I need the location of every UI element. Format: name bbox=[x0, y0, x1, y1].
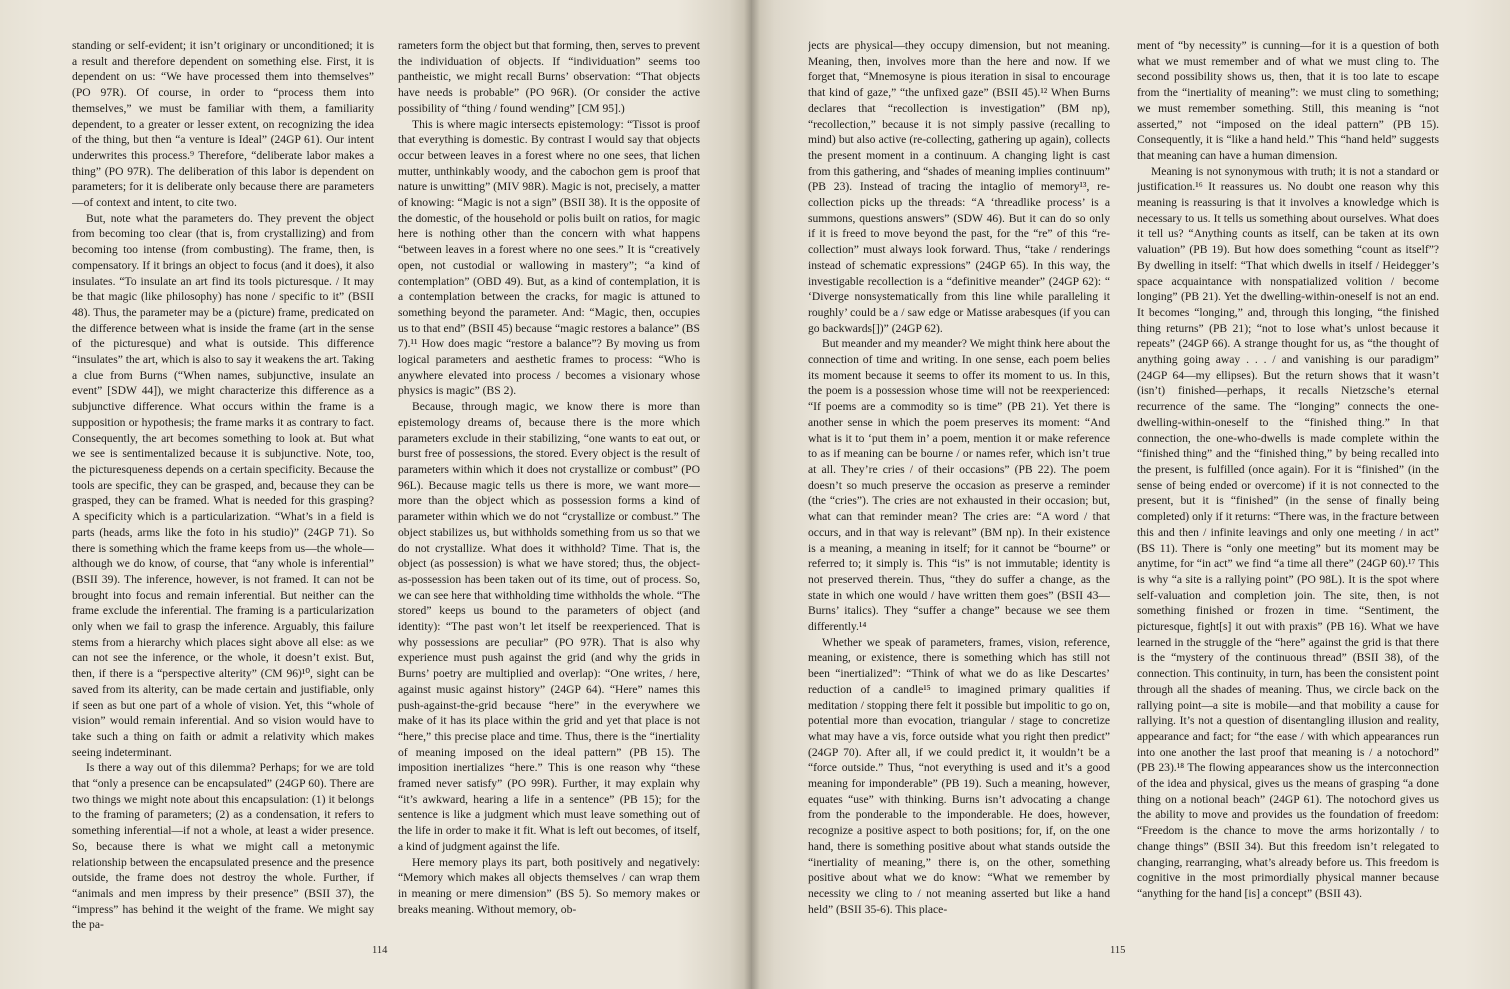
paragraph: Because, through magic, we know there is more than epistemology dreams of, because there is the more which parameters exclude in their stabilizing, “one wants to eat out, or burst free of possessions, the stored. Every object is the result of parameters within which it does not crystallize or combust” (PO 96L). Because magic tells us there is more, we want more—more than the object which as possession forms a kind of parameter within which we do not “crystallize or combust.” The object stabilizes us, but withholds something from us so that we do not crystallize. What does it withhold? Time. That is, the object (as possession) is what we have stored; thus, the object-as-possession has been taken out of its time, out of process. So, we can see here that withholding time withholds the whole. “The stored” keeps us bound to the parameters of object (and identity): “The past won’t let itself be reexperienced. That is why possessions are peculiar” (PO 97R). That is also why experience must push against the grid (and why the grids in Burns’ poetry are multiplied and overlap): “One writes, / here, against music against history” (24GP 64). “Here” names this push-against-the-grid because “here” in the everywhere we make of it has its place within the grid and yet that place is not “here,” this precise place and time. Thus, there is the “inertiality of meaning imposed on the ideal pattern” (PB 15). The imposition inertializes “here.” This is one reason why “these framed never satisfy” (PO 99R). Further, it may explain why “it’s awkward, hearing a life in a sentence” (PB 15); for the sentence is like a judgment which must leave something out of the life in order to make it fit. What is left out becomes, of itself, a kind of judgment against the life. bbox=[398, 400, 700, 853]
paragraph: But meander and my meander? We might think here about the connection of time and writing. In one sense, each poem belies its moment because it seems to offer its moment to us. In this, the poem is a possession whose time will not be reexperienced: “If poems are a commodity so is time” (PB 21). Yet there is another sense in which the poem preserves its moment: “And what is it to ‘put them in’ a poem, mention it or make reference to as if meaning can be bourne / or names refer, which isn’t true at all. They’re cries / of their occasions” (PB 22). The poem doesn’t so much preserve the occasion as preserve a reminder (the “cries”). The cries are not exhausted in their occasion; but, what can that reminder mean? The cries are: “A word / that occurs, and in that way is relevant” (BM np). In their existence is a meaning, a meaning in itself; for it cannot be “bourne” or referred to; it simply is. This “is” is not immutable; identity is not preserved therein. Thus, “they do suffer a change, as the state in which one would / have written them goes” (BSII 43—Burns’ italics). They “suffer a change” because we see them differently.¹⁴ bbox=[808, 337, 1110, 634]
paragraph: Whether we speak of parameters, frames, vision, reference, meaning, or existence, there is something which has still not been “inertialized”: “Think of what we do as like Descartes’ reduction of a candle¹⁵ to imagined primary qualities if meditation / stopping there felt it possible but impolitic to go on, potential more than evocation, triangular / stage to concretize what may have a vis, force outside what you right then predict” (24GP 70). After all, if we could predict it, it wouldn’t be a “force outside.” Thus, “not everything is used and it’s a good meaning for imponderable” (PB 19). Such a meaning, however, equates “use” with thinking. Burns isn’t advocating a change from the ponderable to the imponderable. He does, however, recognize a positive aspect to both positions; for, if, on the one hand, there is something positive about what stands outside the “inertiality of meaning,” there is, on the other, something positive about what we do know: “What we remember by necessity we cling to / not meaning asserted but like a hand held” (BSII 35-6). This place- bbox=[808, 635, 1110, 916]
text-column-1 bbox=[72, 38, 374, 938]
paragraph: standing or self-evident; it isn’t originary or unconditioned; it is a result and therefore dependent on something else. First, it is dependent on us: “We have processed them into themselves” (PO 97R). Of course, in order to “process them into themselves,” we must be familiar with them, a familiarity dependent, to a greater or lesser extent, on recognizing the idea of the thing, but then “a venture is Ideal” (24GP 61). Our intent underwrites this process.⁹ Therefore, “deliberate labor makes a thing” (PO 97R). The deliberation of this labor is dependent on parameters; for it is deliberate only because there are parameters—of context and intent, to cite two. bbox=[72, 39, 374, 210]
text-column-2 bbox=[398, 38, 700, 938]
paragraph: jects are physical—they occupy dimension, but not meaning. Meaning, then, involves more than the here and now. If we forget that, “Mnemosyne is pious iteration in sisal to encourage that kind of gaze,” “the unfixed gaze” (BSII 45).¹² When Burns declares that “recollection is investigation” (BM np), “recollection,” because it is not simply passive (recalling to mind) but also active (re-collecting, gathering up again), collects the present moment in a continuum. A changing light is cast from this gathering, and “shades of meaning implies continuum” (PB 23). Instead of tracing the intaglio of memory¹³, re-collection picks up the threads: “A ‘threadlike process’ is a summons, questions answers” (SDW 46). But it can do so only if it is freed to move beyond the past, for the “re” of this “re-collection” must always look forward. Thus, “take / renderings instead of schematic expressions” (24GP 65). In this way, the investigable recollection is a “definitive meander” (24GP 62): “ ‘Diverge nonsystematically from this line while paralleling it roughly’ could be a / saw edge or Matisse arabesques (if you can go backwards[])” (24GP 62). bbox=[808, 39, 1110, 335]
paragraph: Here memory plays its part, both positively and negatively: “Memory which makes all objects themselves / can wrap them in meaning or mere dimension” (BS 5). So memory makes or breaks meaning. Without memory, ob- bbox=[398, 855, 700, 916]
paragraph: rameters form the object but that forming, then, serves to prevent the individuation of objects. If “individuation” seems too pantheistic, we might recall Burns’ observation: “That objects have needs is probable” (PO 96R). (Or consider the active possibility of “thing / found wending” [CM 95].) bbox=[398, 39, 700, 115]
paragraph: Is there a way out of this dilemma? Perhaps; for we are told that “only a presence can be encapsulated” (24GP 60). There are two things we might note about this encapsulation: (1) it belongs to the framing of parameters; (2) as a condensation, it refers to something inferential—if not a whole, at least a wider presence. So, because there is what we might call a metonymic relationship between the encapsulated presence and the presence outside, the frame does not destroy the whole. Further, if “animals and men impress by their presence” (BSII 37), the “impress” has behind it the weight of the frame. We might say the pa- bbox=[72, 761, 374, 932]
paragraph: Meaning is not synonymous with truth; it is not a standard or justification.¹⁶ It reassures us. No doubt one reason why this meaning is reassuring is that it involves a knowledge which is necessary to us. It tells us something about ourselves. What does it tell us? “Anything counts as itself, can be taken at its own valuation” (PB 19). But how does something “count as itself”? By dwelling in itself: “That which dwells in itself / Heidegger’s space acquaintance with nonspatialized volition / become longing” (PB 21). Yet the dwelling-within-oneself is not an end. It becomes “longing,” and, through this longing, “the finished thing returns” (PB 21); “not to lose what’s unlost because it repeats” (24GP 66). A strange thought for us, as “the thought of anything going away . . . / and vanishing is our paradigm” (24GP 64—my ellipses). But the return shows that it wasn’t (isn’t) finished—perhaps, it recalls Nietzsche’s eternal recurrence of the same. The “longing” connects the one-dwelling-within-oneself to the “finished thing.” In that connection, the one-who-dwells is made complete within the “finished thing” and the “finished thing,” by being recalled into the present, is fulfilled (once again). For it is “finished” (in the sense of being ended or overcome) if it is not connected to the present, but it is “finished” (in the sense of finally being completed) only if it returns: “There was, in the fracture between this and then / infinite leavings and only one meeting / in act” (BS 11). There is “only one meeting” but its moment may be anytime, for “in act” we find “a time all there” (24GP 60).¹⁷ This is why “a site is a rallying point” (PO 98L). It is the spot where self-valuation and completion join. The site, then, is not something finished or frozen in time. “Sentiment, the picturesque, fight[s] it out with praxis” (PB 16). What we have learned in the struggle of the “here” against the grid is that there is the “mystery of the continuous thread” (BSII 38), of the connection. This continuity, in turn, has been the consistent point through all the shades of meaning. Thus, we circle back on the rallying point—a site is mobile—and that mobility a cause for rallying. It’s not a question of disentangling illusion and reality, appearance and fact; for “the ease / with which appearances run into one another the last proof that meaning is / a notochord” (PB 23).¹⁸ The flowing appearances show us the interconnection of the idea and physical, gives us the means of grasping “a done thing on a notional beach” (24GP 61). The notochord gives us the ability to move and provides us the foundation of freedom: “Freedom is the chance to move the arms horizontally / to change things” (BSII 34). But this freedom isn’t relegated to changing, rearranging, what’s already before us. This freedom is cognitive in the most primordially physical manner because “anything for the hand [is] a concept” (BSII 43). bbox=[1137, 164, 1439, 900]
page-number-left: 114 bbox=[372, 945, 388, 956]
paragraph: This is where magic intersects epistemology: “Tissot is proof that everything is domestic. By contrast I would say that objects occur between leaves in a forest where no one sees, that lichen mutter, unthinkably woody, and the cabochon gem is proof that nature is unwitting” (MIV 98R). Magic is not, precisely, a matter of knowing: “Magic is not a sign” (BSII 38). It is the opposite of the domestic, of the household or polis built on ratios, for magic here is nothing other than the concern with what happens “between leaves in a forest where no one sees.” It is “creatively open, not custodial or wallowing in mastery”; “a kind of contemplation” (OBD 49). But, as a kind of contemplation, it is a contemplation between the cracks, for magic is attuned to something beyond the parameter. And: “Magic, then, occupies us to that end” (BSII 45) because “magic restores a balance” (BS 7).¹¹ How does magic “restore a balance”? By moving us from logical parameters and aesthetic frames to process: “Who is anywhere elevated into process / becomes a visionary whose physics is magic” (BS 2). bbox=[398, 117, 700, 398]
paragraph: But, note what the parameters do. They prevent the object from becoming too clear (that is, from crystallizing) and from becoming too intense (from combusting). The frame, then, is compensatory. If it brings an object to focus (and it does), it also insulates. “To insulate an art find its tools picturesque. / It may be that magic (like philosophy) has none / specific to it” (BSII 48). Thus, the parameter may be a (picture) frame, predicated on the difference between what is inside the frame (art in the sense of the picturesque) and what is outside. This difference “insulates” the art, which is also to say it weakens the art. Taking a clue from Burns (“When names, subjunctive, insulate an event” [SDW 44]), we might characterize this difference as a subjunctive difference. What occurs within the frame is a supposition or hypothesis; the frame marks it as contrary to fact. Consequently, the art becomes something to look at. But what we see is sentimentalized because it is subjunctive. Note, too, the picturesqueness depends on a certain specificity. Because the tools are specific, they can be grasped, and, because they can be grasped, they can be framed. What is needed for this grasping? A specificity which is a particularization. “What’s in a field is parts (heads, arms like the foto in his studio)” (24GP 71). So there is something which the frame keeps from us—the whole—although we do know, of course, that “any whole is inferential” (BSII 39). The inference, however, is not framed. It can not be brought into focus and remain inferential. But neither can the frame exclude the inferential. The framing is a particularization only when we fail to grasp the inference. Arguably, this failure stems from a hierarchy which places sight above all else: as we can not see the inference, or the whole, it doesn’t exist. But, then, if there is a “perspective alterity” (CM 96)¹⁰, sight can be saved from its alterity, can be made certain and justifiable, only if seen as but one part of a whole of vision. Yet, this “whole of vision” would remain inferential. And so vision would have to take such a thing on faith or admit a relativity which makes seeing indeterminant. bbox=[72, 211, 374, 759]
book-gutter bbox=[744, 0, 760, 989]
text-column-4 bbox=[1137, 38, 1439, 938]
page-number-right: 115 bbox=[1110, 945, 1126, 956]
text-column-3 bbox=[808, 38, 1110, 938]
paragraph: ment of “by necessity” is cunning—for it is a question of both what we must remember and of what we must cling to. The second possibility shows us, then, that it is too late to escape from the “inertiality of meaning”: we must cling to something; we must remember something. Still, this meaning is “not asserted,” not “imposed on the ideal pattern” (PB 15). Consequently, it is “like a hand held.” This “hand held” suggests that meaning can have a human dimension. bbox=[1137, 39, 1439, 162]
